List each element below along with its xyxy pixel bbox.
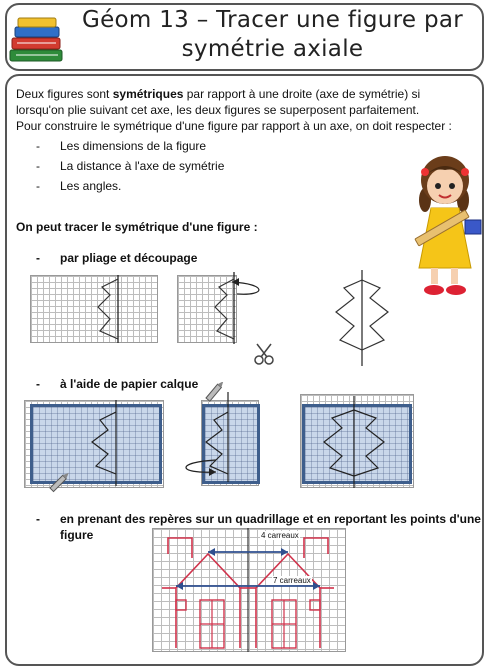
intro-text: Deux figures sont — [16, 87, 113, 101]
books-icon — [8, 14, 66, 64]
method-label-calque: à l'aide de papier calque — [60, 377, 199, 391]
scissors-icon — [255, 344, 273, 364]
criteria-dash-1: - — [36, 139, 40, 153]
pliage-result-figure — [318, 270, 418, 366]
title-line-2: symétrie axiale — [181, 36, 364, 62]
intro-line-2: lorsqu'on plie suivant cet axe, les deux figures se superposent parfaitement. — [16, 103, 420, 117]
criteria-dash-2: - — [36, 159, 40, 173]
label-4-carreaux: 4 carreaux — [261, 531, 299, 540]
calque-figure-3 — [302, 396, 412, 492]
method-label-quadrillage: en prenant des repères sur un quadrillage et en reportant les points d'une — [60, 512, 481, 526]
method-label-pliage: par pliage et découpage — [60, 251, 198, 265]
method-label-quadrillage-2: figure — [60, 528, 94, 542]
methods-heading: On peut tracer le symétrique d'une figure : — [16, 220, 258, 234]
house-symmetry-figure — [152, 528, 346, 652]
intro-line-3: Pour construire le symétrique d'une figure par rapport à un axe, on doit respecter : — [16, 119, 452, 133]
method-dash-1: - — [36, 251, 40, 265]
calque-figure-2 — [176, 382, 266, 482]
pencil-icon-2 — [206, 382, 225, 401]
criteria-item-1: Les dimensions de la figure — [60, 139, 207, 153]
criteria-dash-3: - — [36, 179, 40, 193]
intro-bold: symétriques — [112, 87, 184, 101]
calque-figure-1 — [30, 400, 170, 510]
intro-line-1 — [16, 86, 476, 102]
title-line-1: Géom 13 – Tracer une figure par — [81, 7, 464, 33]
criteria-item-2: La distance à l'axe de symétrie — [60, 159, 225, 173]
label-7-carreaux: 7 carreaux — [273, 576, 311, 585]
pliage-figure-1 — [30, 275, 158, 343]
pencil-icon — [50, 471, 71, 492]
method-dash-3: - — [36, 512, 40, 526]
page-title — [70, 6, 475, 64]
pliage-figure-2 — [177, 272, 277, 372]
intro-text-after: par rapport à une droite (axe de symétrie) si — [183, 87, 421, 101]
criteria-item-3: Les angles. — [60, 179, 122, 193]
method-dash-2: - — [36, 377, 40, 391]
